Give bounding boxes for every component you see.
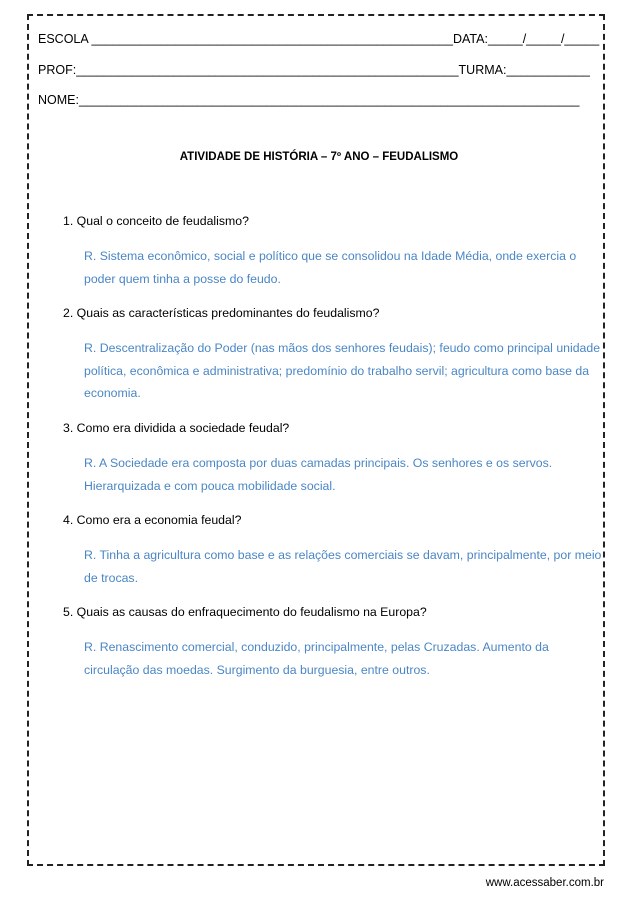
page-border (27, 14, 605, 866)
question-1: 1. Qual o conceito de feudalismo? (63, 214, 249, 228)
footer-website: www.acessaber.com.br (485, 877, 604, 889)
school-date-line: ESCOLA ____________________________________________________DATA:_____/_____/_____ (38, 32, 600, 46)
question-5: 5. Quais as causas do enfraquecimento do feudalismo na Europa? (63, 605, 427, 619)
answer-2: R. Descentralização do Poder (nas mãos dos senhores feudais); feudo como principal unidade política, econômica e administrativa; predomínio do trabalho servil; agricultura como base da economia. (84, 341, 601, 400)
question-4: 4. Como era a economia feudal? (63, 513, 242, 527)
page-title: ATIVIDADE DE HISTÓRIA – 7º ANO – FEUDALISMO (179, 151, 459, 163)
answer-5: R. Renascimento comercial, conduzido, principalmente, pelas Cruzadas. Aumento da circulação das moedas. Surgimento da burguesia, entre outros. (84, 640, 549, 677)
question-2: 2. Quais as características predominantes do feudalismo? (63, 306, 380, 320)
question-3: 3. Como era dividida a sociedade feudal? (63, 421, 290, 435)
name-line: NOME:________________________________________________________________________ (38, 93, 580, 107)
answer-4: R. Tinha a agricultura como base e as relações comerciais se davam, principalmente, por meio de trocas. (84, 548, 602, 585)
teacher-class-line: PROF:_______________________________________________________TURMA:____________ (38, 63, 590, 77)
answer-1: R. Sistema econômico, social e político que se consolidou na Idade Média, onde exercia o poder quem tinha a posse do feudo. (84, 249, 577, 286)
answer-3: R. A Sociedade era composta por duas camadas principais. Os senhores e os servos. Hierarquizada e com pouca mobilidade social. (84, 456, 553, 493)
